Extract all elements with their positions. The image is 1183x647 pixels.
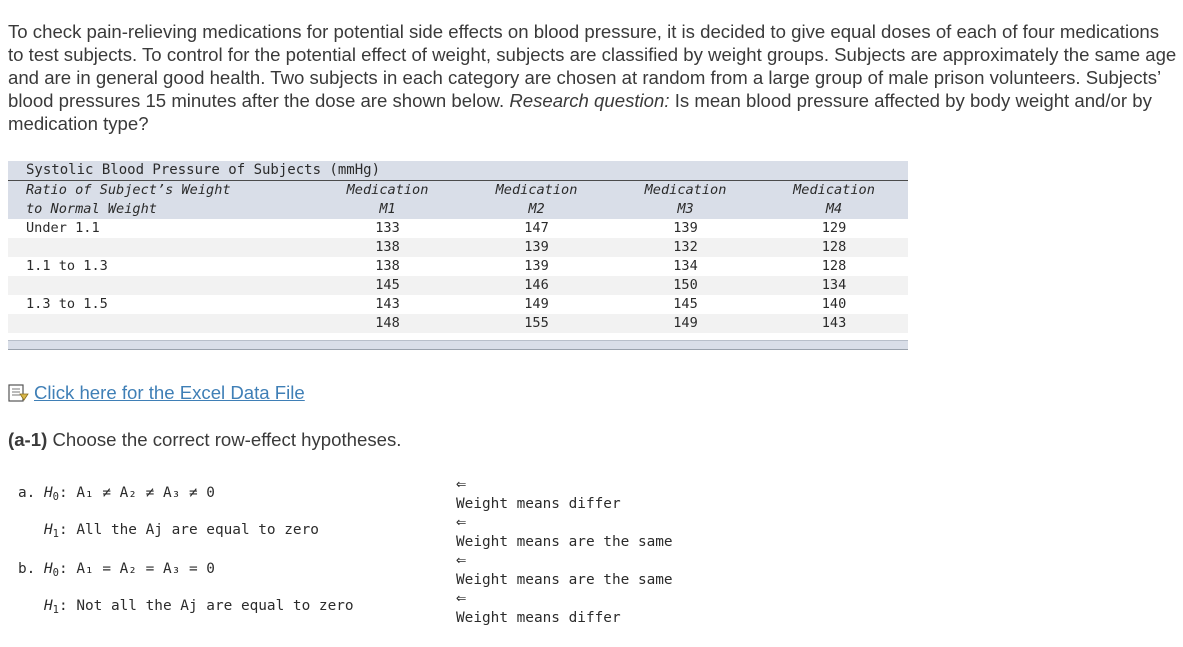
row-header-line1: Ratio of Subject’s Weight bbox=[8, 181, 313, 200]
cell-value: 132 bbox=[611, 238, 760, 257]
cell-value: 138 bbox=[375, 258, 400, 274]
h0-symbol: H bbox=[44, 485, 53, 501]
table-row bbox=[8, 219, 908, 238]
match-item[interactable]: Weight means are the same bbox=[456, 572, 673, 588]
cell-value: 133 bbox=[375, 220, 400, 236]
col-subheader-m2: M2 bbox=[462, 200, 611, 219]
col-header-m1: Medication bbox=[313, 181, 462, 200]
col-subheader-m1: M1 bbox=[313, 200, 462, 219]
data-table bbox=[8, 161, 908, 350]
table-row bbox=[8, 257, 908, 276]
cell-value: 140 bbox=[821, 296, 847, 312]
cell-value: 139 bbox=[462, 238, 611, 257]
excel-data-link[interactable] bbox=[8, 382, 305, 404]
col-subheader-m4: M4 bbox=[760, 200, 908, 219]
row-header-line2: to Normal Weight bbox=[8, 200, 313, 219]
row-label bbox=[8, 314, 313, 333]
option-b-h0[interactable]: b. $H_0$: A₁ = A₂ = A₃ = 0 bbox=[18, 561, 215, 579]
cell-value: 149 bbox=[611, 314, 760, 333]
research-question-text: Is mean blood pressure affected by body weight and/or by medication type? bbox=[8, 90, 1152, 134]
row-label: 1.1 to 1.3 bbox=[26, 258, 108, 274]
cell-value: 146 bbox=[462, 276, 611, 295]
cell-value: 139 bbox=[524, 258, 549, 274]
question-label: (a-1) bbox=[8, 429, 48, 450]
cell-value: 129 bbox=[821, 220, 847, 236]
question-text: Choose the correct row-effect hypotheses. bbox=[52, 429, 402, 450]
col-header-m2: Medication bbox=[462, 181, 611, 200]
row-label: Under 1.1 bbox=[26, 220, 100, 236]
option-b-h1-text: : Not all the Aj are equal to zero bbox=[59, 598, 354, 614]
cell-value: 143 bbox=[375, 296, 400, 312]
option-b-h0-text: : A₁ = A₂ = A₃ = 0 bbox=[59, 561, 215, 577]
cell-value: 143 bbox=[760, 314, 908, 333]
table-row bbox=[8, 314, 908, 333]
cell-value: 134 bbox=[760, 276, 908, 295]
cell-value: 138 bbox=[313, 238, 462, 257]
drag-arrow-icon[interactable]: ⇐ bbox=[456, 512, 467, 532]
option-b-letter: b. bbox=[18, 561, 36, 577]
col-header-m3: Medication bbox=[611, 181, 760, 200]
row-label bbox=[8, 238, 313, 257]
cell-value: 128 bbox=[821, 258, 847, 274]
option-a-h1-text: : All the Aj are equal to zero bbox=[59, 522, 319, 538]
question-prompt bbox=[8, 429, 401, 451]
drag-arrow-icon[interactable]: ⇐ bbox=[456, 474, 467, 494]
excel-link-label[interactable]: Click here for the Excel Data File bbox=[34, 382, 305, 403]
option-b-h1[interactable]: $H_1$: Not all the Aj are equal to zero bbox=[44, 598, 354, 616]
problem-statement bbox=[8, 20, 1178, 135]
col-subheader-m3: M3 bbox=[611, 200, 760, 219]
row-label: 1.3 to 1.5 bbox=[26, 296, 108, 312]
problem-intro: To check pain-relieving medications for potential side effects on blood pressure, it is decided to give equal doses of each of four medications to test subjects. To control for the potential effect of weight, subjects are classified by weight groups. Subjects are approximately the same age and are in general good health. Two subjects in each category are chosen at random from a large group of male prison volunteers. Subjects’ blood pressures 15 minutes after the dose are shown below. bbox=[8, 21, 1177, 111]
row-label bbox=[8, 276, 313, 295]
drag-arrow-icon[interactable]: ⇐ bbox=[456, 588, 467, 608]
cell-value: 147 bbox=[524, 220, 549, 236]
cell-value: 134 bbox=[673, 258, 698, 274]
drag-arrow-icon[interactable]: ⇐ bbox=[456, 550, 467, 570]
cell-value: 148 bbox=[313, 314, 462, 333]
h1-symbol: H bbox=[44, 522, 53, 538]
excel-file-icon bbox=[8, 384, 30, 402]
h1-symbol: H bbox=[44, 598, 53, 614]
table-row bbox=[8, 295, 908, 314]
cell-value: 139 bbox=[673, 220, 698, 236]
table-caption: Systolic Blood Pressure of Subjects (mmHg) bbox=[8, 161, 908, 181]
option-a-h0[interactable]: a. $H_0$: A₁ ≠ A₂ ≠ A₃ ≠ 0 bbox=[18, 485, 215, 503]
match-item[interactable]: Weight means differ bbox=[456, 610, 621, 626]
research-question-label: Research question: bbox=[509, 90, 670, 111]
table-row bbox=[8, 276, 908, 295]
cell-value: 150 bbox=[611, 276, 760, 295]
option-a-h0-text: : A₁ ≠ A₂ ≠ A₃ ≠ 0 bbox=[59, 485, 215, 501]
match-item[interactable]: Weight means differ bbox=[456, 496, 621, 512]
cell-value: 145 bbox=[673, 296, 698, 312]
table-bottom-rule bbox=[8, 340, 908, 350]
option-a-h1[interactable]: $H_1$: All the Aj are equal to zero bbox=[44, 522, 319, 540]
cell-value: 155 bbox=[462, 314, 611, 333]
h0-symbol: H bbox=[44, 561, 53, 577]
option-a-letter: a. bbox=[18, 485, 36, 501]
table-row bbox=[8, 238, 908, 257]
match-item[interactable]: Weight means are the same bbox=[456, 534, 673, 550]
cell-value: 128 bbox=[760, 238, 908, 257]
cell-value: 149 bbox=[524, 296, 549, 312]
col-header-m4: Medication bbox=[760, 181, 908, 200]
cell-value: 145 bbox=[313, 276, 462, 295]
